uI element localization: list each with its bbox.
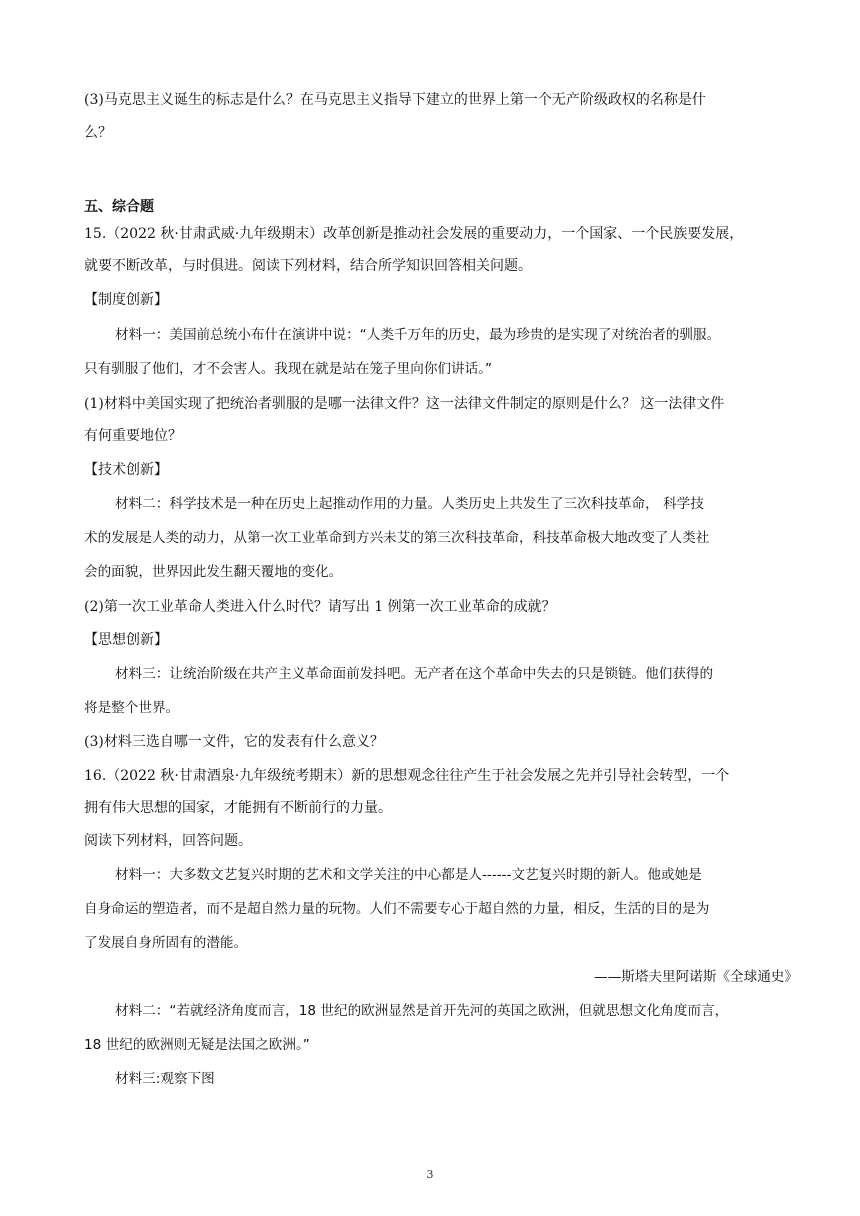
q15-material1-line2: 只有驯服了他们，才不会害人。我现在就是站在笼子里向你们讲话。” bbox=[84, 361, 493, 377]
q16-material1-line2: 自身命运的塑造者，而不是超自然力量的玩物。人们不需要专心于超自然的力量，相反，生活的目的是为 bbox=[84, 901, 710, 917]
q15-material2-line2: 术的发展是人类的动力，从第一次工业革命到方兴未艾的第三次科技革命，科技革命极大地改变了人类社 bbox=[84, 530, 710, 546]
q14-part3-line1: (3)马克思主义诞生的标志是什么？在马克思主义指导下建立的世界上第一个无产阶级政权的名称是什 bbox=[84, 92, 706, 108]
q16-stem-line3: 阅读下列材料，回答问题。 bbox=[84, 833, 252, 849]
q16-material1-source: ——斯塔夫里阿诺斯《全球通史》 bbox=[594, 969, 798, 985]
q15-material3-line1: 材料三：让统治阶级在共产主义革命面前发抖吧。无产者在这个革命中失去的只是锁链。他们获得的 bbox=[115, 666, 714, 682]
q15-question2: (2)第一次工业革命人类进入什么时代？请写出 1 例第一次工业革命的成就？ bbox=[84, 599, 556, 615]
q15-question1-line2: 有何重要地位？ bbox=[84, 428, 182, 444]
q15-tag-technology: 【技术创新】 bbox=[84, 462, 168, 478]
q15-material2-line3: 会的面貌，世界因此发生翻天覆地的变化。 bbox=[84, 564, 343, 580]
q15-question1-line1: (1)材料中美国实现了把统治者驯服的是哪一法律文件？这一法律文件制定的原则是什么？ 这一法律文件 bbox=[84, 396, 725, 412]
q15-tag-thought: 【思想创新】 bbox=[84, 632, 168, 648]
q15-stem-line1: 15.（2022 秋·甘肃武威·九年级期末）改革创新是推动社会发展的重要动力，一个国家、一个民族要发展， bbox=[84, 226, 744, 242]
q16-material1-line1: 材料一：大多数文艺复兴时期的艺术和文学关注的中心都是人------文艺复兴时期的新人。他或她是 bbox=[115, 867, 702, 883]
q16-stem-line2: 拥有伟大思想的国家，才能拥有不断前行的力量。 bbox=[84, 800, 392, 816]
page-number: 3 bbox=[426, 1168, 434, 1181]
q15-stem-line2: 就要不断改革，与时俱进。阅读下列材料，结合所学知识回答相关问题。 bbox=[84, 258, 532, 274]
q15-material3-line2: 将是整个世界。 bbox=[84, 700, 180, 716]
q16-material3: 材料三:观察下图 bbox=[115, 1071, 215, 1087]
q15-question3: (3)材料三选自哪一文件，它的发表有什么意义？ bbox=[84, 734, 384, 750]
q16-stem-line1: 16.（2022 秋·甘肃酒泉·九年级统考期末）新的思想观念往往产生于社会发展之先并引导社会转型，一个 bbox=[84, 768, 730, 784]
q15-material1-line1: 材料一：美国前总统小布什在演讲中说：“人类千万年的历史，最为珍贵的是实现了对统治者的驯服。 bbox=[115, 327, 721, 343]
q15-material2-line1: 材料二：科学技术是一种在历史上起推动作用的力量。人类历史上共发生了三次科技革命， 科学技 bbox=[115, 496, 704, 512]
q16-material2-line1: 材料二：“若就经济角度而言，18 世纪的欧洲显然是首开先河的英国之欧洲，但就思想文化角度而言， bbox=[115, 1003, 729, 1019]
q14-part3-line2: 么？ bbox=[84, 125, 112, 141]
q16-material1-line3: 了发展自身所固有的潜能。 bbox=[84, 935, 248, 951]
q16-material2-line2: 18 世纪的欧洲则无疑是法国之欧洲。” bbox=[84, 1037, 310, 1053]
q15-tag-institution: 【制度创新】 bbox=[84, 292, 168, 308]
section-title: 五、综合题 bbox=[84, 199, 154, 215]
